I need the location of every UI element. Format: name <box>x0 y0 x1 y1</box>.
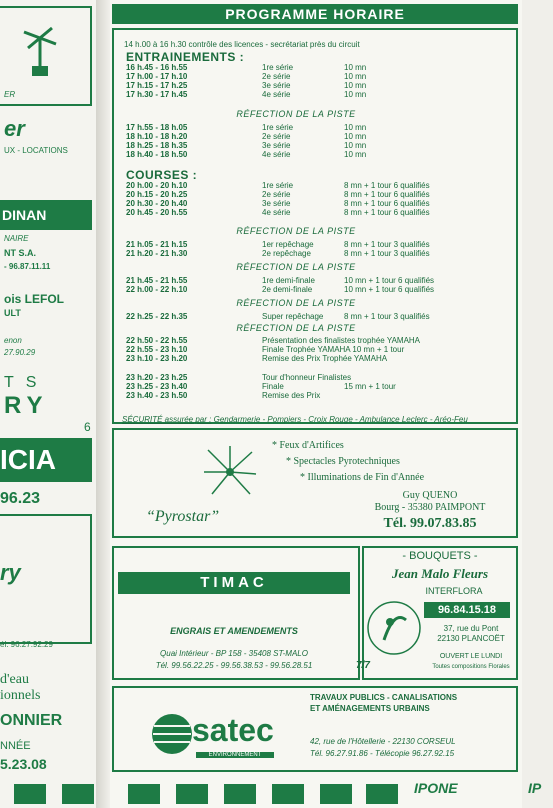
row-time: 17 h.30 - 17 h.45 <box>126 90 188 99</box>
footer-logo-icon <box>272 784 304 804</box>
schedule-row <box>126 345 516 354</box>
left-text-er: ER <box>4 90 16 99</box>
left-ad-box-1 <box>0 6 92 106</box>
schedule-row <box>126 391 516 400</box>
subhead-refection-5: RÉFECTION DE LA PISTE <box>236 323 356 333</box>
left-text-ry: RY <box>4 392 49 419</box>
row-duration: 8 mn + 1 tour 6 qualifiés <box>344 199 430 208</box>
row-session: 4e série <box>262 150 291 159</box>
schedule-row <box>126 141 516 150</box>
flowers-days: 7/7 <box>356 660 370 671</box>
row-duration: 10 mn <box>344 150 367 159</box>
main-page <box>110 0 522 808</box>
row-session: Remise des Prix <box>262 391 321 400</box>
section-entrainements: ENTRAINEMENTS : <box>126 50 245 64</box>
left-text-onnels: ionnels <box>0 688 41 703</box>
row-session: 3e série <box>262 199 291 208</box>
row-time: 23 h.10 - 23 h.20 <box>126 354 188 363</box>
row-duration: 10 mn <box>344 63 367 72</box>
pyro-bullet-3: * Illuminations de Fin d'Année <box>300 472 425 483</box>
footer-brand: IPONE <box>414 780 458 796</box>
left-text-ts: TS <box>4 374 49 391</box>
row-duration: 8 mn + 1 tour 6 qualifiés <box>344 190 430 199</box>
row-session: 1re série <box>262 123 294 132</box>
left-text-nnee: NNÉE <box>0 740 31 752</box>
interflora-badge-icon <box>366 600 422 656</box>
flowers-tel: 96.84.15.18 <box>424 602 510 618</box>
pyrostar-logo: “Pyrostar” <box>146 508 220 525</box>
row-time: 21 h.45 - 21 h.55 <box>126 276 188 285</box>
satec-logo <box>150 712 300 762</box>
row-duration: 10 mn + 1 tour 6 qualifiés <box>344 285 435 294</box>
flowers-title: - BOUQUETS - <box>402 550 478 562</box>
schedule-row <box>126 81 516 90</box>
section-courses: COURSES : <box>126 168 198 182</box>
row-time: 20 h.30 - 20 h.40 <box>126 199 188 208</box>
row-duration: 10 mn <box>344 72 367 81</box>
row-time: 18 h.40 - 18 h.50 <box>126 150 188 159</box>
schedule-row <box>126 90 516 99</box>
footer-brand-right: IP <box>528 780 542 796</box>
pyro-bullet-1: * Feux d'Artifices <box>272 440 344 451</box>
footer-logo-icon <box>224 784 256 804</box>
row-session: 2e repêchage <box>262 249 311 258</box>
row-session: 1re série <box>262 63 294 72</box>
flowers-addr2: 22130 PLANCOËT <box>437 634 505 643</box>
row-time: 23 h.25 - 23 h.40 <box>126 382 188 391</box>
satec-address <box>310 736 456 760</box>
row-session: 2e série <box>262 190 291 199</box>
schedule-header: PROGRAMME HORAIRE <box>112 4 518 24</box>
schedule-row <box>126 382 516 391</box>
left-text-ry2: ry <box>0 560 21 585</box>
row-session: 1re demi-finale <box>262 276 315 285</box>
left-text-6: 6 <box>84 420 91 434</box>
satec-heading-2: ET AMÉNAGEMENTS URBAINS <box>310 704 430 713</box>
schedule-row <box>126 373 516 382</box>
timac-name: TIMAC <box>118 572 350 594</box>
satec-addr-line: 42, rue de l'Hôtellerie - 22130 CORSEUL <box>310 737 456 746</box>
schedule-row <box>126 312 516 321</box>
row-session: 3e série <box>262 81 291 90</box>
schedule-row <box>126 285 516 294</box>
schedule-row <box>126 199 516 208</box>
timac-addr-line1: Quai Intérieur - BP 158 - 35408 ST-MALO <box>160 649 308 658</box>
row-time: 20 h.45 - 20 h.55 <box>126 208 188 217</box>
windmill-icon <box>10 18 70 78</box>
row-duration: 15 mn + 1 tour <box>344 382 396 391</box>
left-green-bar <box>0 200 92 230</box>
schedule-row <box>126 249 516 258</box>
row-session: Remise des Prix Trophée YAMAHA <box>262 354 388 363</box>
subhead-refection-4: RÉFECTION DE LA PISTE <box>236 298 356 308</box>
pyrostar-contact <box>360 490 500 530</box>
row-session: 4e série <box>262 90 291 99</box>
row-time: 23 h.40 - 23 h.50 <box>126 391 188 400</box>
left-text-enon: enon <box>4 336 22 345</box>
row-session: Super repêchage <box>262 312 324 321</box>
row-time: 21 h.20 - 21 h.30 <box>126 249 188 258</box>
row-time: 22 h.50 - 22 h.55 <box>126 336 188 345</box>
left-text-tel1: - 96.87.11.11 <box>4 262 51 271</box>
left-text-tel4: él. 96.27.92.29 <box>0 640 53 649</box>
schedule-row <box>126 240 516 249</box>
footer-logo-icon <box>366 784 398 804</box>
row-duration: 10 mn <box>344 141 367 150</box>
security-label: SÉCURITÉ assurée par : <box>122 415 212 424</box>
satec-logo-sub: ENVIRONNEMENT <box>196 752 274 758</box>
timac-addr-line2: Tél. 99.56.22.25 - 99.56.38.53 - 99.56.28.51 <box>155 661 313 670</box>
row-session: 2e série <box>262 72 291 81</box>
left-text-eau: d'eau <box>0 672 29 687</box>
row-session: Tour d'honneur Finalistes <box>262 373 352 382</box>
satec-heading-1: TRAVAUX PUBLICS - CANALISATIONS <box>310 693 458 702</box>
left-text-er2: er <box>4 116 25 141</box>
schedule-row <box>126 123 516 132</box>
subhead-refection-3: RÉFECTION DE LA PISTE <box>236 262 356 272</box>
left-text-tel2: 27.90.29 <box>4 348 36 357</box>
satec-tel-line: Tél. 96.27.91.86 - Télécopie 96.27.92.15 <box>310 749 455 758</box>
row-time: 20 h.15 - 20 h.25 <box>126 190 188 199</box>
schedule-row <box>126 150 516 159</box>
flowers-addr1: 37, rue du Pont <box>443 624 499 633</box>
row-duration: 8 mn + 1 tour 3 qualifiés <box>344 240 430 249</box>
satec-logo-text: satec <box>192 712 274 748</box>
security-text: Gendarmerie - Pompiers - Croix Rouge - Ambulance Leclerc - Aréo-Feu <box>213 415 468 424</box>
row-duration: 10 mn <box>344 123 367 132</box>
row-session: Présentation des finalistes trophée YAMAHA <box>262 336 421 345</box>
security-note <box>122 415 468 424</box>
left-text-tel5: 5.23.08 <box>0 756 47 772</box>
schedule-row <box>126 276 516 285</box>
row-session: 1re série <box>262 181 294 190</box>
schedule-row <box>126 72 516 81</box>
row-session: 3e série <box>262 141 291 150</box>
flowers-hours2: Toutes compositions Florales <box>432 664 510 670</box>
schedule-row <box>126 132 516 141</box>
schedule-row <box>126 208 516 217</box>
pyrostar-address: Bourg - 35380 PAIMPONT <box>374 502 486 513</box>
schedule-row <box>126 336 516 345</box>
row-session: 2e série <box>262 132 291 141</box>
row-time: 16 h.45 - 16 h.55 <box>126 63 188 72</box>
left-text-tel3: 96.23 <box>0 490 41 507</box>
row-session: Finale <box>262 382 284 391</box>
left-text-dinan: DINAN <box>2 207 47 223</box>
footer-logo-icon <box>176 784 208 804</box>
footer-logo-icon <box>128 784 160 804</box>
schedule-intro: 14 h.00 à 16 h.30 contrôle des licences - secrétariat près du circuit <box>124 40 360 49</box>
row-duration: 10 mn <box>344 132 367 141</box>
row-session: 1er repêchage <box>262 240 314 249</box>
footer-logo-icon <box>62 784 94 804</box>
pyrostar-tel: Tél. 99.07.83.85 <box>383 516 477 531</box>
flowers-name: Jean Malo Fleurs <box>391 566 489 581</box>
row-time: 18 h.25 - 18 h.35 <box>126 141 188 150</box>
left-text-locations: UX - LOCATIONS <box>4 146 68 155</box>
left-text-lefol: ois LEFOL <box>4 292 64 306</box>
row-duration: 10 mn <box>344 81 367 90</box>
footer-logo-icon <box>14 784 46 804</box>
schedule-row <box>126 63 516 72</box>
row-time: 22 h.25 - 22 h.35 <box>126 312 188 321</box>
row-duration: 10 mn <box>344 90 367 99</box>
schedule-row <box>126 181 516 190</box>
left-text-icia: ICIA <box>0 444 56 475</box>
row-session: Finale Trophée YAMAHA 10 mn + 1 tour <box>262 345 405 354</box>
row-time: 17 h.15 - 17 h.25 <box>126 81 188 90</box>
left-text-onnier: ONNIER <box>0 712 63 729</box>
row-time: 18 h.10 - 18 h.20 <box>126 132 188 141</box>
page-fold <box>96 0 110 808</box>
row-duration: 8 mn + 1 tour 3 qualifiés <box>344 249 430 258</box>
left-text-ult: ULT <box>4 308 21 318</box>
subhead-refection-1: RÉFECTION DE LA PISTE <box>236 109 356 119</box>
row-session: 2e demi-finale <box>262 285 313 294</box>
right-page <box>522 0 553 808</box>
left-text-naire: NAIRE <box>4 234 29 243</box>
row-session: 4e série <box>262 208 291 217</box>
row-time: 23 h.20 - 23 h.25 <box>126 373 188 382</box>
row-duration: 8 mn + 1 tour 6 qualifiés <box>344 181 430 190</box>
flowers-hours1: OUVERT LE LUNDI <box>439 653 503 660</box>
row-time: 21 h.05 - 21 h.15 <box>126 240 188 249</box>
footer-logo-icon <box>320 784 352 804</box>
flowers-network: INTERFLORA <box>425 586 483 596</box>
row-duration: 8 mn + 1 tour 3 qualifiés <box>344 312 430 321</box>
timac-address <box>118 648 350 672</box>
left-text-nt: NT S.A. <box>4 248 37 258</box>
timac-subtitle: ENGRAIS ET AMENDEMENTS <box>170 626 298 636</box>
satec-globe-icon <box>150 712 194 756</box>
satec-heading <box>310 692 457 714</box>
row-time: 22 h.00 - 22 h.10 <box>126 285 188 294</box>
row-time: 17 h.55 - 18 h.05 <box>126 123 188 132</box>
schedule-row <box>126 354 516 363</box>
left-page <box>0 0 98 808</box>
row-time: 22 h.55 - 23 h.10 <box>126 345 188 354</box>
pyro-bullet-2: * Spectacles Pyrotechniques <box>286 456 400 467</box>
row-duration: 8 mn + 1 tour 6 qualifiés <box>344 208 430 217</box>
firework-icon <box>200 444 260 500</box>
row-duration: 10 mn + 1 tour 6 qualifiés <box>344 276 435 285</box>
pyrostar-name: Guy QUENO <box>402 490 458 501</box>
subhead-refection-2: RÉFECTION DE LA PISTE <box>236 226 356 236</box>
row-time: 20 h.00 - 20 h.10 <box>126 181 188 190</box>
row-time: 17 h.00 - 17 h.10 <box>126 72 188 81</box>
schedule-row <box>126 190 516 199</box>
